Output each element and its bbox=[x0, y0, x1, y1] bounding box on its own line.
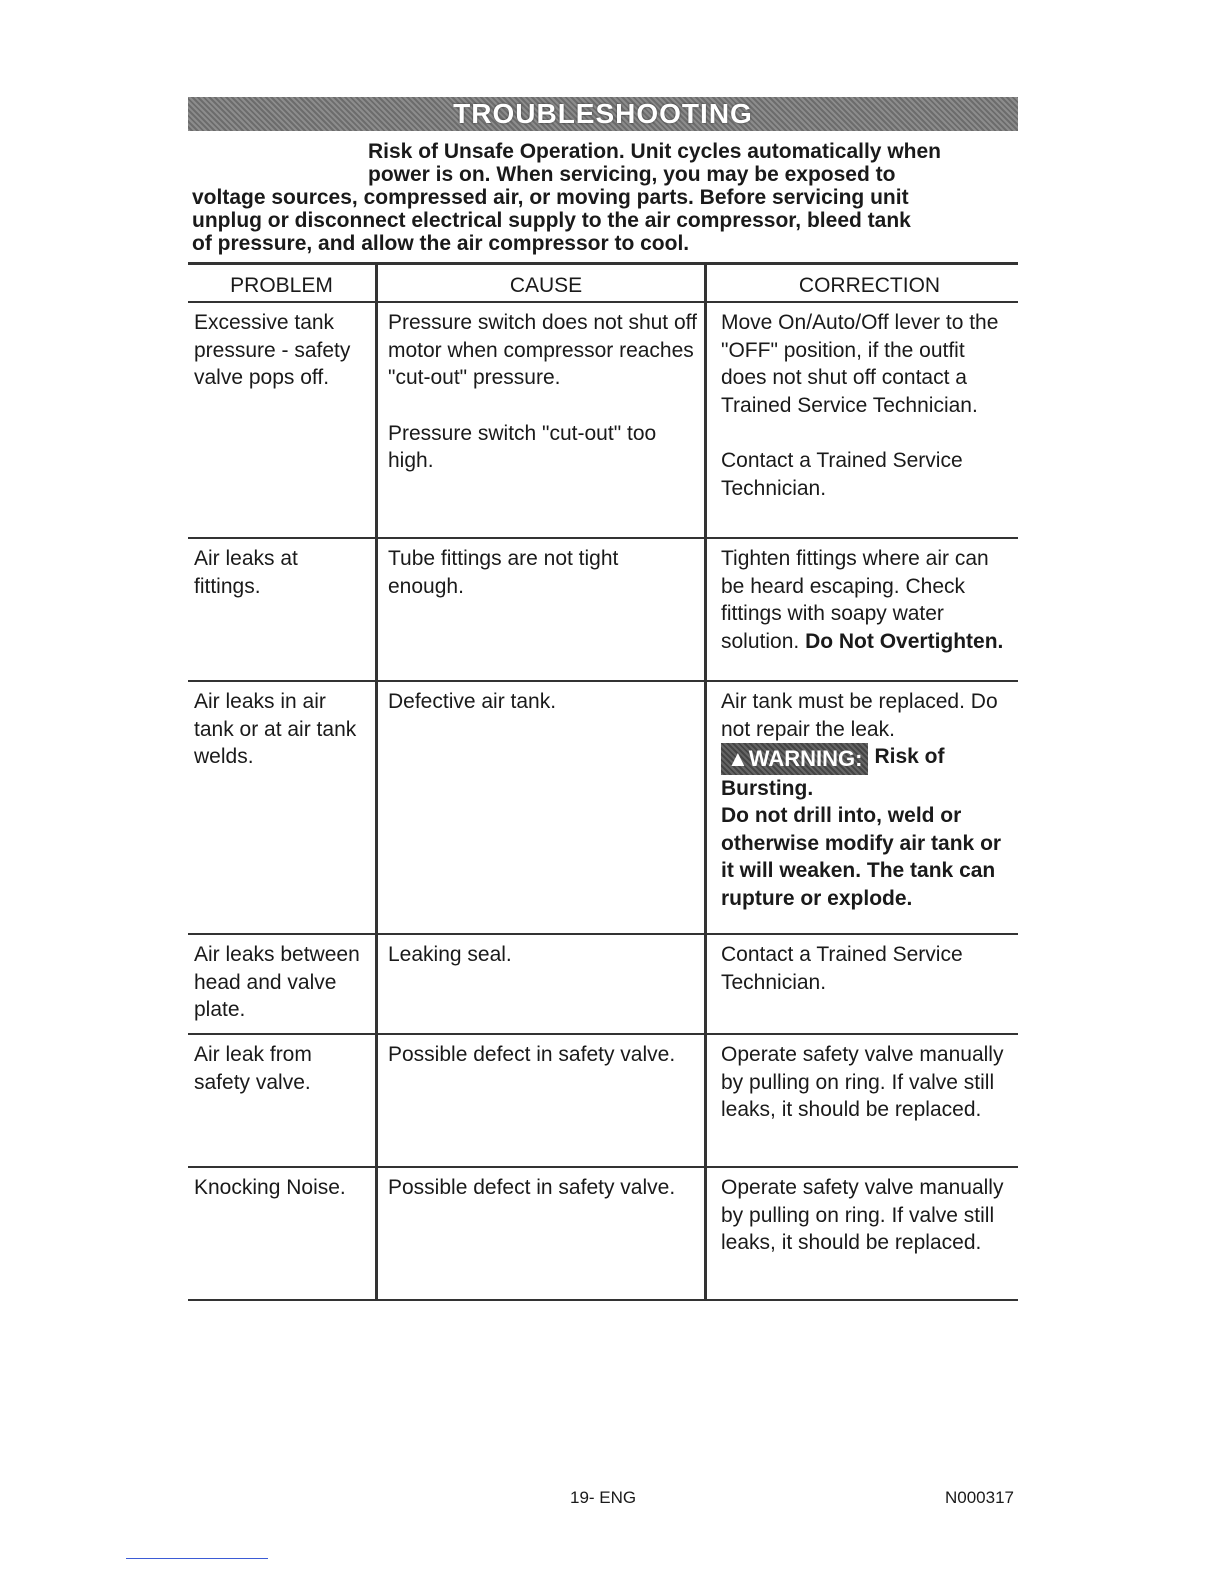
divider bbox=[126, 1558, 268, 1559]
correction-cell: Operate safety valve manually by pulling on ring. If valve still leaks, it should be replaced. bbox=[706, 1167, 1019, 1300]
cause-cell: Possible defect in safety valve. bbox=[377, 1167, 706, 1300]
cause-text-2: Pressure switch "cut-out" too high. bbox=[388, 421, 657, 472]
intro-line-3: voltage sources, compressed air, or moving parts. Before servicing unit bbox=[192, 186, 909, 209]
correction-cell bbox=[706, 302, 1019, 538]
cause-cell: Defective air tank. bbox=[377, 681, 706, 934]
warning-label: WARNING: bbox=[748, 746, 863, 771]
problem-cell: Excessive tank pressure - safety valve pops off. bbox=[188, 302, 377, 538]
cause-cell: Leaking seal. bbox=[377, 934, 706, 1034]
header-correction: CORRECTION bbox=[706, 264, 1019, 303]
table-row bbox=[188, 302, 1018, 538]
safety-intro bbox=[192, 140, 1012, 255]
table-row bbox=[188, 1034, 1018, 1167]
header-problem: PROBLEM bbox=[188, 264, 377, 303]
header-cause: CAUSE bbox=[377, 264, 706, 303]
correction-cell bbox=[706, 681, 1019, 934]
correction-cell: Contact a Trained Service Technician. bbox=[706, 934, 1019, 1034]
correction-cell bbox=[706, 538, 1019, 681]
banner-title: TROUBLESHOOTING bbox=[453, 98, 753, 129]
document-code: N000317 bbox=[945, 1488, 1015, 1507]
cause-text-1: Pressure switch does not shut off motor when compressor reaches "cut-out" pressure. bbox=[388, 311, 697, 389]
intro-line-2: power is on. When servicing, you may be exposed to bbox=[368, 163, 896, 186]
correction-text-1: Move On/Auto/Off lever to the "OFF" position, if the outfit does not shut off contact a Trained Service Technician. bbox=[721, 311, 999, 417]
correction-bold-text: Do Not Overtighten. bbox=[805, 629, 1004, 653]
troubleshooting-banner bbox=[188, 97, 1018, 131]
table-header-row bbox=[188, 264, 1018, 303]
problem-cell: Air leaks in air tank or at air tank welds. bbox=[188, 681, 377, 934]
page-number: 19- ENG bbox=[570, 1488, 637, 1507]
correction-text: Air tank must be replaced. Do not repair the leak. bbox=[721, 690, 998, 741]
intro-line-1: Risk of Unsafe Operation. Unit cycles automatically when bbox=[368, 140, 941, 163]
warning-text: Risk of Bursting. bbox=[721, 745, 945, 800]
warning-triangle-icon: ▲ bbox=[727, 746, 749, 771]
problem-cell: Air leak from safety valve. bbox=[188, 1034, 377, 1167]
correction-text-2: Contact a Trained Service Technician. bbox=[721, 449, 963, 500]
cause-cell: Tube fittings are not tight enough. bbox=[377, 538, 706, 681]
problem-cell: Air leaks between head and valve plate. bbox=[188, 934, 377, 1034]
table-row bbox=[188, 538, 1018, 681]
correction-cell: Operate safety valve manually by pulling on ring. If valve still leaks, it should be replaced. bbox=[706, 1034, 1019, 1167]
table-row bbox=[188, 934, 1018, 1034]
table-row bbox=[188, 1167, 1018, 1300]
table-row bbox=[188, 681, 1018, 934]
cause-cell bbox=[377, 302, 706, 538]
intro-line-5: of pressure, and allow the air compressor to cool. bbox=[192, 232, 690, 255]
correction-bold-text: Do not drill into, weld or otherwise modify air tank or it will weaken. The tank can rupture or explode. bbox=[721, 804, 1002, 910]
warning-badge bbox=[721, 743, 868, 775]
problem-cell: Knocking Noise. bbox=[188, 1167, 377, 1300]
problem-cell: Air leaks at fittings. bbox=[188, 538, 377, 681]
correction-text: Tighten fittings where air can be heard escaping. Check fittings with soapy water solution. bbox=[721, 547, 989, 653]
cause-cell: Possible defect in safety valve. bbox=[377, 1034, 706, 1167]
intro-line-4: unplug or disconnect electrical supply to the air compressor, bleed tank bbox=[192, 209, 911, 232]
troubleshooting-table bbox=[188, 262, 1018, 1301]
